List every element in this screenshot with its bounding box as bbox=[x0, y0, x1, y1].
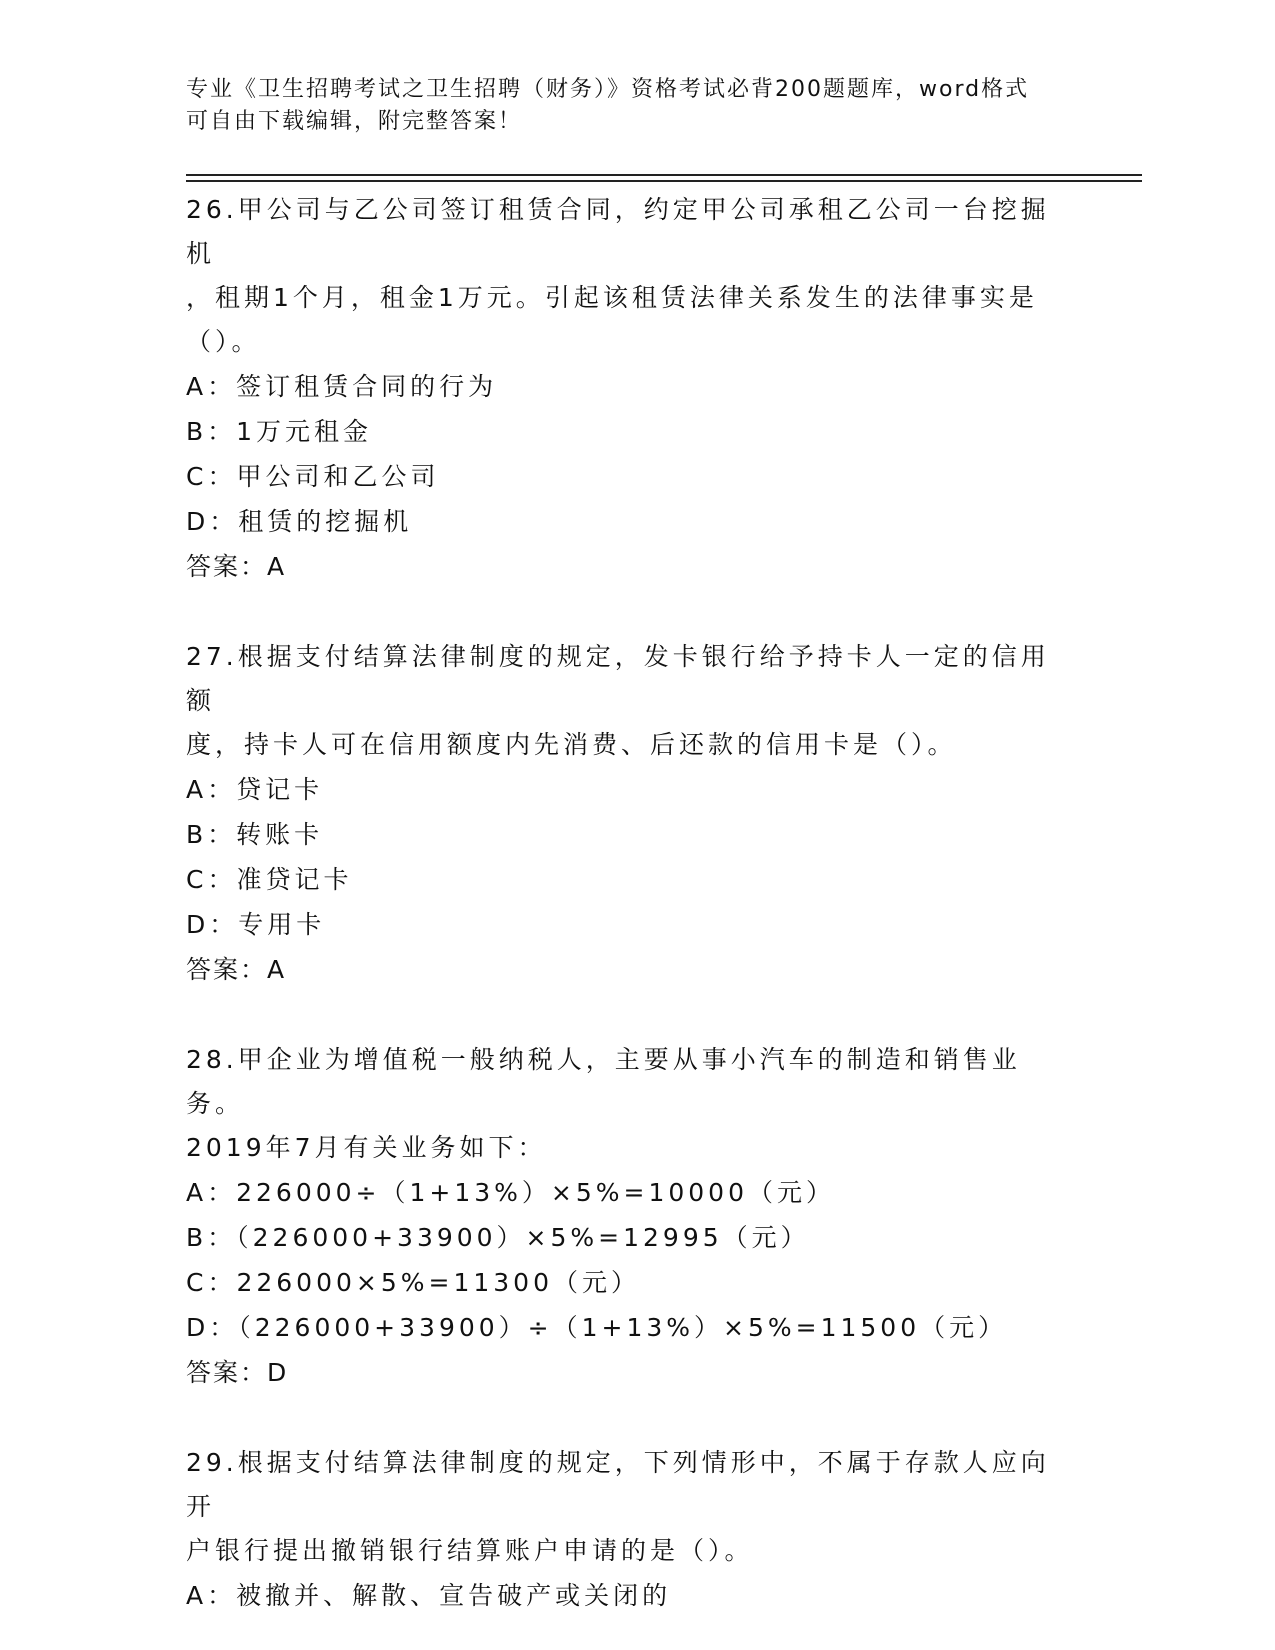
question-stem-line: 2019年7月有关业务如下： bbox=[186, 1133, 547, 1162]
option-d: D：租赁的挖掘机 bbox=[186, 507, 413, 536]
header-line-2: 可自由下载编辑，附完整答案！ bbox=[186, 109, 523, 134]
question-stem-line: 28.甲企业为增值税一般纳税人，主要从事小汽车的制造和销售业务。 bbox=[186, 1045, 1021, 1118]
header-divider-bottom bbox=[186, 180, 1142, 182]
question-28 bbox=[186, 1038, 1066, 1396]
question-spacer bbox=[186, 1396, 1066, 1441]
option-b: B：转账卡 bbox=[186, 820, 324, 849]
question-29 bbox=[186, 1441, 1066, 1618]
option-d: D：（226000+33900）÷（1+13%）×5%=11500（元） bbox=[186, 1313, 1008, 1342]
question-stem-line: 度，持卡人可在信用额度内先消费、后还款的信用卡是（）。 bbox=[186, 730, 957, 759]
option-a: A：签订租赁合同的行为 bbox=[186, 372, 498, 401]
document-header bbox=[186, 74, 1066, 138]
question-stem-line: 27.根据支付结算法律制度的规定，发卡银行给予持卡人一定的信用额 bbox=[186, 642, 1050, 715]
question-spacer bbox=[186, 590, 1066, 635]
question-27 bbox=[186, 635, 1066, 993]
option-a: A：226000÷（1+13%）×5%=10000（元） bbox=[186, 1178, 835, 1207]
option-b: B：（226000+33900）×5%=12995（元） bbox=[186, 1223, 810, 1252]
question-list bbox=[186, 188, 1066, 1618]
option-c: C：准贷记卡 bbox=[186, 865, 353, 894]
question-26 bbox=[186, 188, 1066, 590]
question-stem-line: 29.根据支付结算法律制度的规定，下列情形中，不属于存款人应向开 bbox=[186, 1448, 1050, 1521]
header-line-1: 专业《卫生招聘考试之卫生招聘（财务）》资格考试必背200题题库，word格式 bbox=[186, 77, 1030, 102]
option-a: A：贷记卡 bbox=[186, 775, 324, 804]
question-stem-line: 户银行提出撤销银行结算账户申请的是（）。 bbox=[186, 1536, 754, 1565]
option-a: A：被撤并、解散、宣告破产或关闭的 bbox=[186, 1581, 672, 1610]
answer: 答案：A bbox=[186, 552, 287, 581]
header-divider-top bbox=[186, 174, 1142, 176]
option-d: D：专用卡 bbox=[186, 910, 326, 939]
question-spacer bbox=[186, 993, 1066, 1038]
answer: 答案：A bbox=[186, 955, 287, 984]
question-stem-line: 26.甲公司与乙公司签订租赁合同，约定甲公司承租乙公司一台挖掘机 bbox=[186, 195, 1050, 268]
option-c: C：226000×5%=11300（元） bbox=[186, 1268, 640, 1297]
option-c: C：甲公司和乙公司 bbox=[186, 462, 440, 491]
option-b: B：1万元租金 bbox=[186, 417, 373, 446]
answer: 答案：D bbox=[186, 1358, 289, 1387]
question-stem-line: ，租期1个月，租金1万元。引起该租赁法律关系发生的法律事实是 bbox=[186, 283, 1038, 312]
question-stem-line: （）。 bbox=[186, 327, 261, 356]
